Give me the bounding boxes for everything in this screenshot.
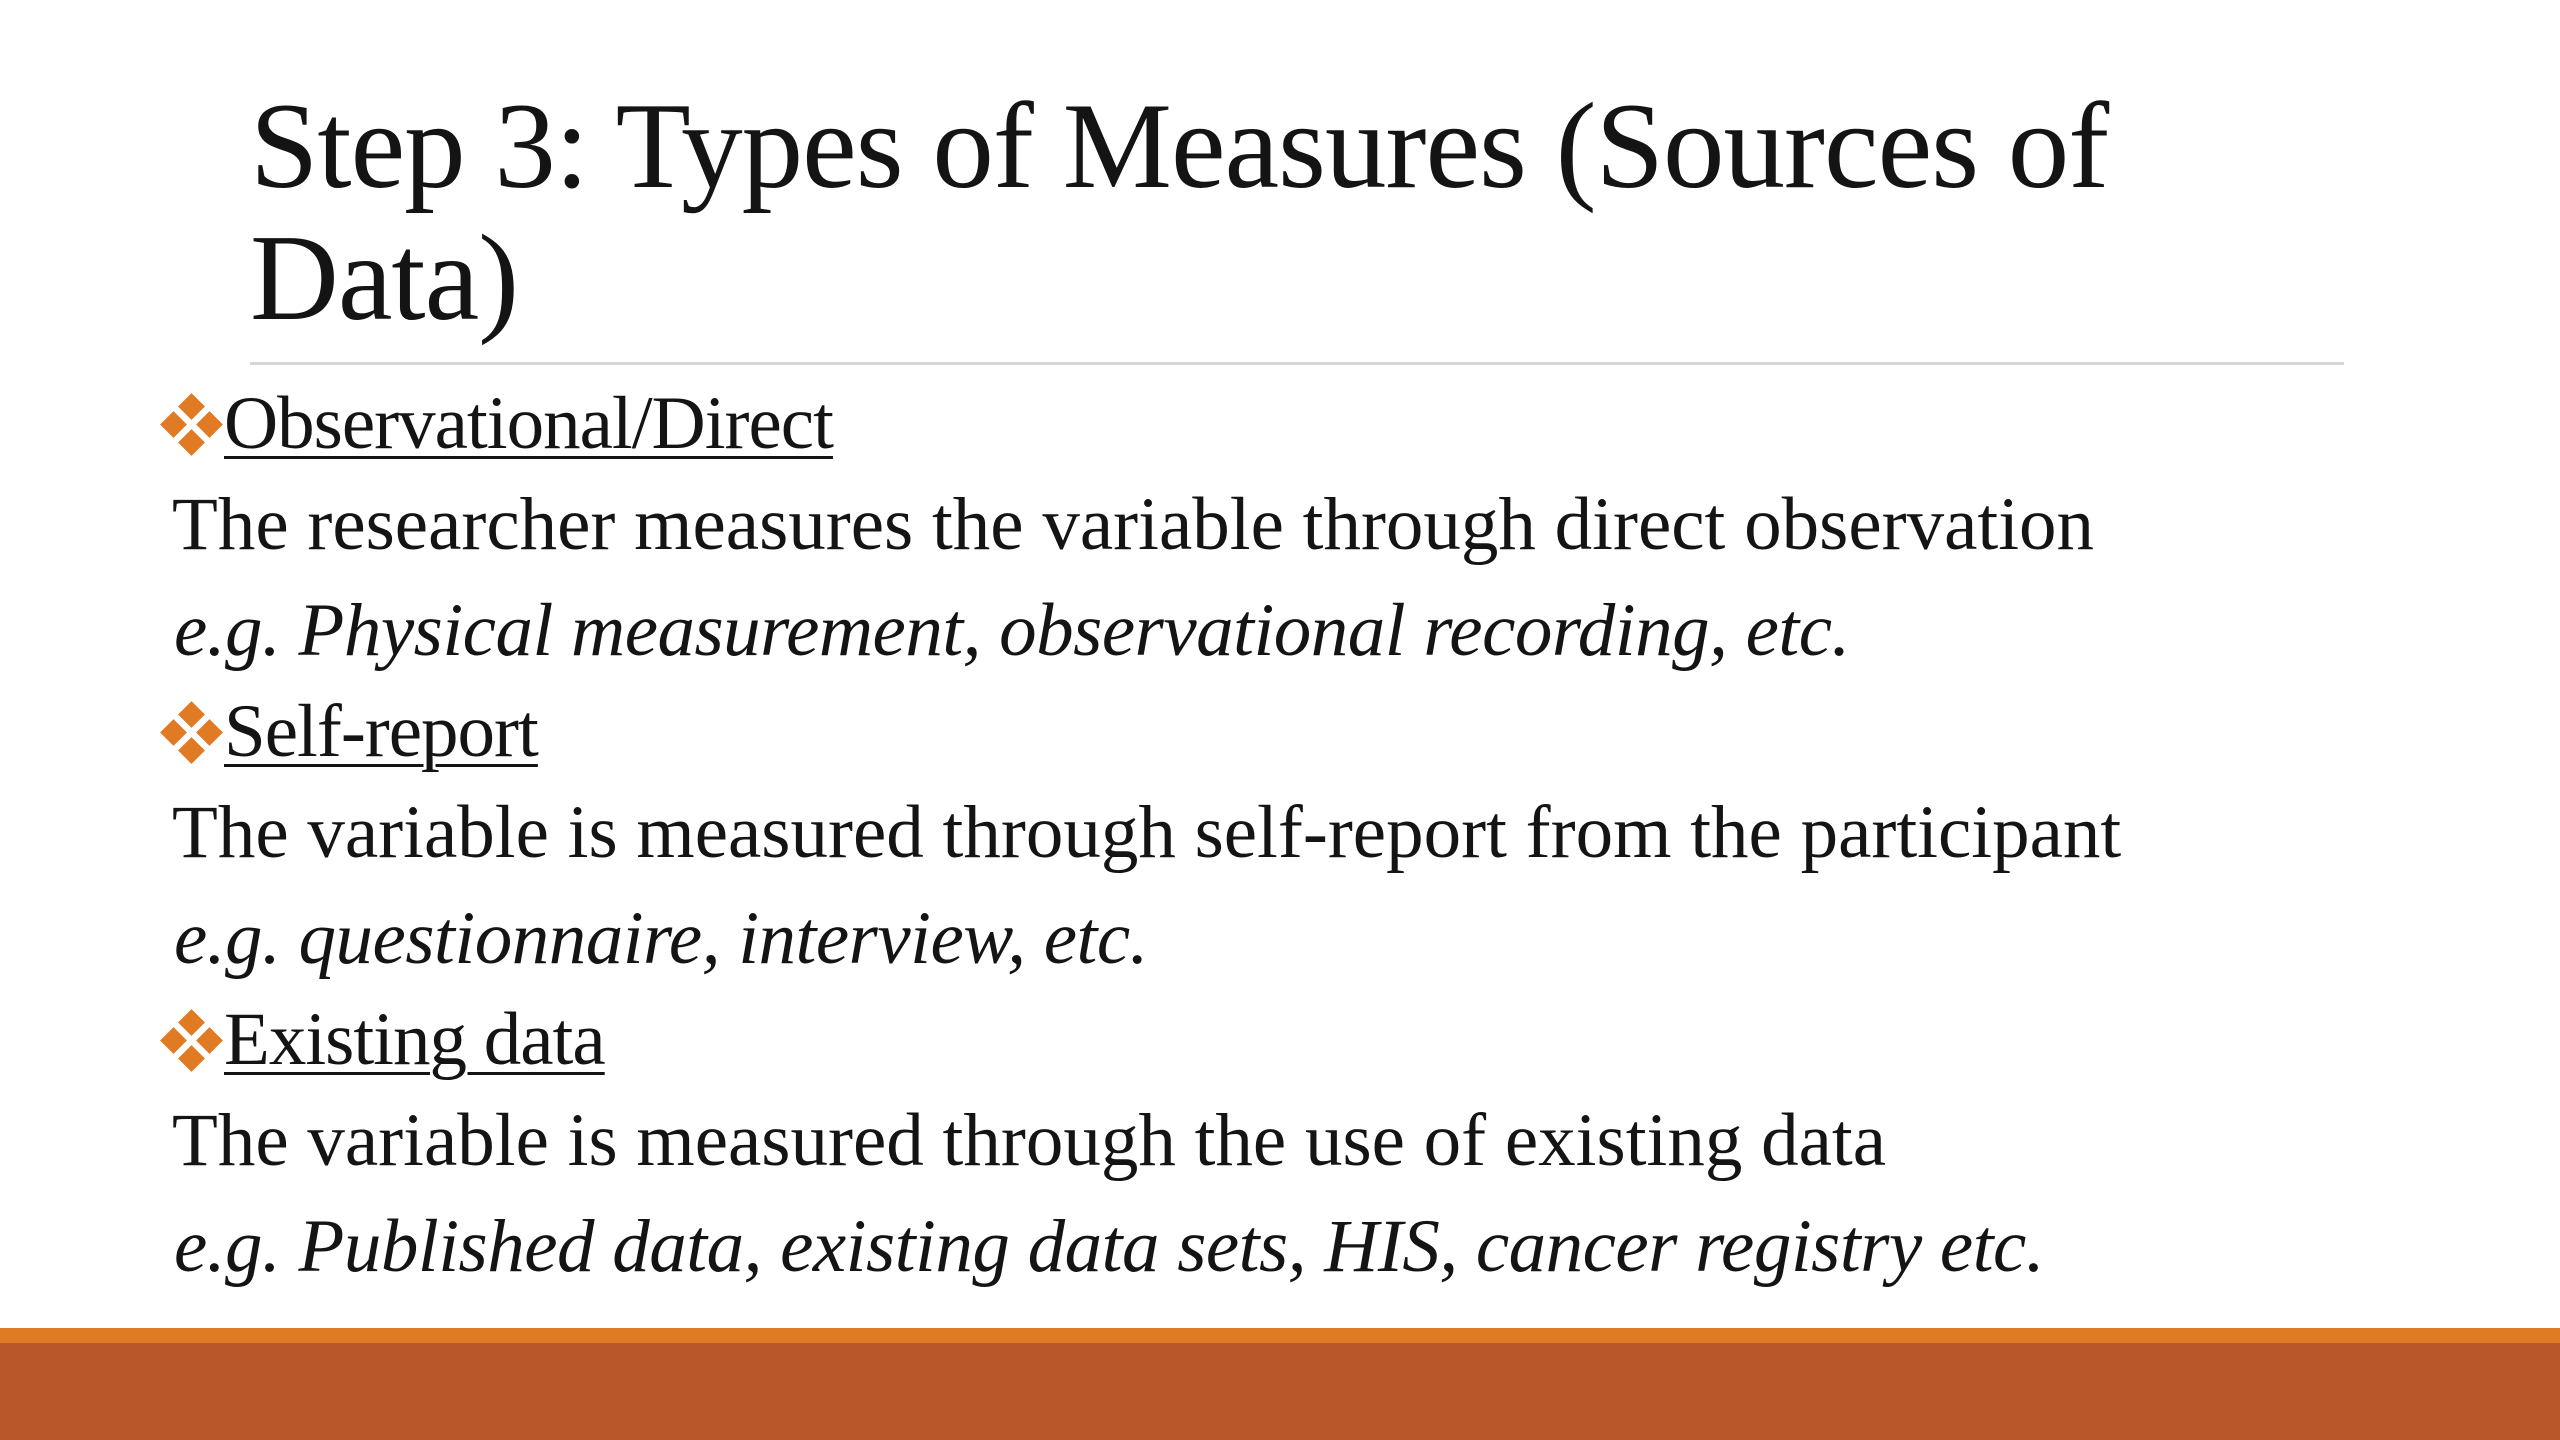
item-example: e.g. Published data, existing data sets, HIS, cancer registry etc. bbox=[174, 1205, 2045, 1288]
four-diamond-bullet-icon bbox=[158, 699, 224, 765]
list-item-observational bbox=[158, 376, 2458, 684]
item-description: The researcher measures the variable through direct observation bbox=[172, 483, 2095, 566]
item-description: The variable is measured through self-report from the participant bbox=[172, 791, 2122, 874]
item-description: The variable is measured through the use of existing data bbox=[172, 1099, 1887, 1182]
four-diamond-bullet-icon bbox=[158, 1007, 224, 1073]
list-item-self-report bbox=[158, 684, 2458, 992]
item-example: e.g. Physical measurement, observational recording, etc. bbox=[174, 589, 1850, 672]
list-item-existing-data bbox=[158, 992, 2458, 1300]
four-diamond-bullet-icon bbox=[158, 391, 224, 457]
item-heading-row bbox=[158, 376, 2458, 472]
title-divider bbox=[250, 362, 2344, 365]
item-example: e.g. questionnaire, interview, etc. bbox=[174, 897, 1148, 980]
slide-body bbox=[158, 376, 2458, 1300]
slide-title: Step 3: Types of Measures (Sources of Data) bbox=[250, 77, 2109, 346]
item-heading: Existing data bbox=[224, 998, 605, 1081]
item-heading: Observational/Direct bbox=[224, 382, 833, 465]
footer-accent-line bbox=[0, 1328, 2560, 1343]
item-heading-row bbox=[158, 992, 2458, 1088]
item-heading: Self-report bbox=[224, 690, 538, 773]
footer-band bbox=[0, 1343, 2560, 1440]
item-heading-row bbox=[158, 684, 2458, 780]
